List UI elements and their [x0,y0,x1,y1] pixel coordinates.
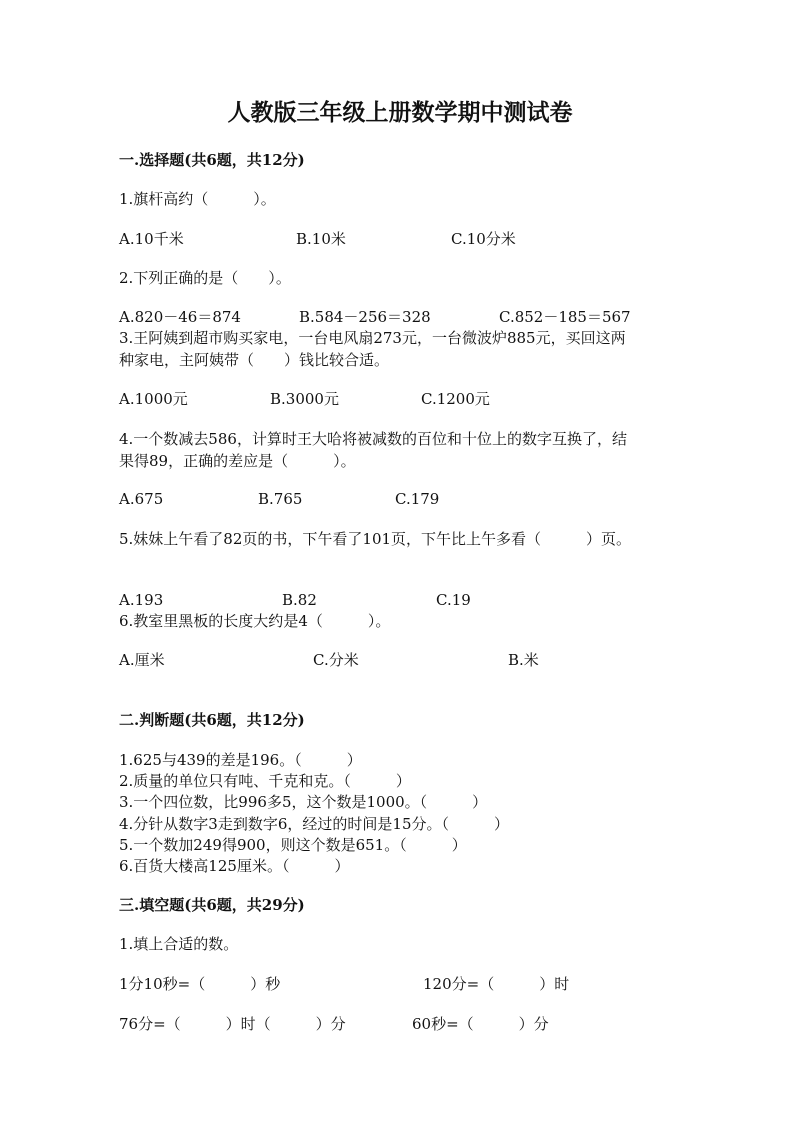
fill-blank: 60秒=（ ）分 [412,1015,549,1033]
option-a: A.10千米 [119,230,184,248]
option-a: A.193 [119,591,164,609]
option-c: C.852－185＝567 [499,308,631,326]
option-c: C.1200元 [421,390,490,408]
option-b: B.584－256＝328 [299,308,431,326]
judgement-item: 5.一个数加249得900，则这个数是651。（ ） [119,836,467,854]
judgement-item: 4.分针从数字3走到数字6，经过的时间是15分。（ ） [119,815,509,833]
section-heading-fill: 三.填空题(共6题，共29分) [119,896,305,914]
question-stem-line: 3.王阿姨到超市购买家电，一台电风扇273元，一台微波炉885元，买回这两 [119,329,626,347]
question-stem-line: 种家电，主阿姨带（ ）钱比较合适。 [119,351,390,369]
judgement-item: 6.百货大楼高125厘米。（ ） [119,857,350,875]
option-a: A.厘米 [119,651,165,669]
option-b: B.3000元 [270,390,339,408]
exam-title: 人教版三年级上册数学期中测试卷 [227,99,573,126]
fill-blank: 120分=（ ）时 [423,975,570,993]
option-a: A.1000元 [119,390,188,408]
question-stem-line: 4.一个数减去586，计算时王大哈将被减数的百位和十位上的数字互换了，结 [119,430,627,448]
option-c: C.19 [436,591,471,609]
section-heading-judgement: 二.判断题(共6题，共12分) [119,711,305,729]
question-stem: 6.教室里黑板的长度大约是4（ ）。 [119,612,391,630]
option-b: B.82 [282,591,317,609]
fill-intro: 1.填上合适的数。 [119,935,239,953]
section-heading-choice: 一.选择题(共6题，共12分) [119,151,305,169]
fill-blank: 1分10秒=（ ）秒 [119,975,281,993]
option-c: C.分米 [313,651,359,669]
question-stem: 5.妹妹上午看了82页的书，下午看了101页，下午比上午多看（ ）页。 [119,530,632,548]
option-b: B.10米 [296,230,346,248]
judgement-item: 2.质量的单位只有吨、千克和克。（ ） [119,772,411,790]
fill-blank: 76分=（ ）时（ ）分 [119,1015,346,1033]
option-a: A.820－46＝874 [119,308,241,326]
judgement-item: 3.一个四位数，比996多5，这个数是1000。（ ） [119,793,488,811]
judgement-item: 1.625与439的差是196。（ ） [119,751,362,769]
question-stem: 1.旗杆高约（ ）。 [119,190,276,208]
option-c: C.179 [395,490,440,508]
option-b: B.765 [258,490,303,508]
option-a: A.675 [119,490,164,508]
question-stem-line: 果得89，正确的差应是（ ）。 [119,452,356,470]
option-c: C.10分米 [451,230,516,248]
option-b: B.米 [508,651,539,669]
question-stem: 2.下列正确的是（ ）。 [119,269,291,287]
